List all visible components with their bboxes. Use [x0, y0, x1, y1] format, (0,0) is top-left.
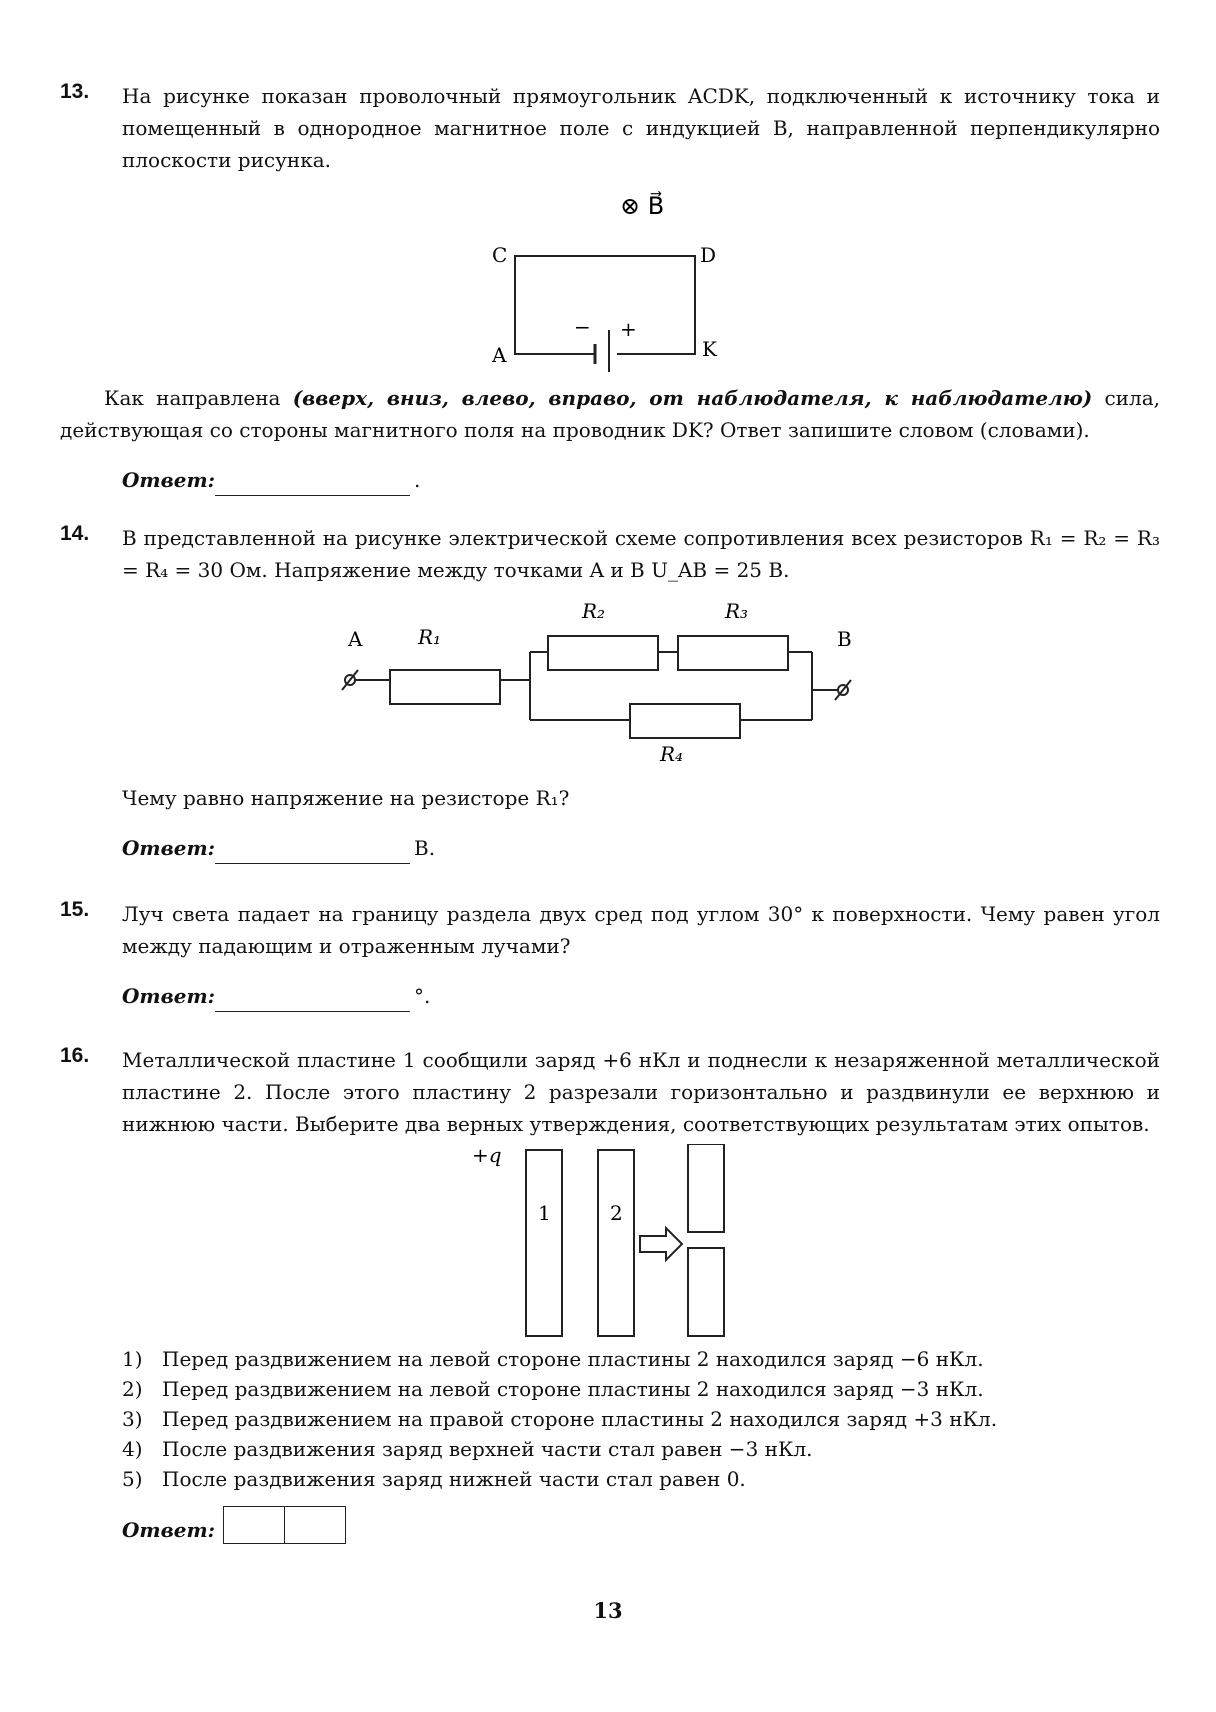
- resistor-r2: [548, 636, 658, 670]
- plate-1-label: 1: [538, 1201, 551, 1225]
- plate-2-label: 2: [610, 1201, 623, 1225]
- corner-k-label: K: [702, 337, 717, 361]
- r4-label: R₄: [660, 742, 684, 766]
- answer-row: [122, 832, 1160, 864]
- plate-1: [526, 1150, 562, 1336]
- option-text: Перед раздвижением на левой стороне пластины 2 находился заряд −6 нКл.: [162, 1347, 984, 1371]
- plate-2: [598, 1150, 634, 1336]
- arrow-right-icon: [640, 1228, 682, 1260]
- corner-a-label: A: [492, 343, 507, 367]
- question-text: Луч света падает на границу раздела двух сред под углом 30° к поверхности. Чему равен угол между падающим и отраженным лучами?: [122, 902, 1160, 958]
- question-text: На рисунке показан проволочный прямоугольник ACDK, подключенный к источнику тока и помещенный в однородное магнитное поле с индукцией B, направленной перпендикулярно плоскости рисунка.: [122, 84, 1160, 172]
- answer-row: [122, 464, 1160, 496]
- corner-c-label: C: [492, 243, 508, 267]
- answer-field[interactable]: [215, 839, 410, 864]
- prompt-start: Как направлена: [104, 386, 293, 410]
- answer-label: Ответ:: [122, 984, 215, 1008]
- battery-plus-label: +: [620, 317, 637, 341]
- question-13-prompt: [60, 382, 1160, 446]
- option-text: Перед раздвижением на левой стороне пластины 2 находился заряд −3 нКл.: [162, 1377, 984, 1401]
- answer-unit: В.: [414, 836, 436, 860]
- point-b-label: B: [837, 627, 852, 651]
- question-13: [60, 80, 1160, 496]
- option-5: [122, 1464, 1160, 1494]
- option-number: 4): [122, 1437, 143, 1461]
- magnetic-field-label: ⊗ B⃗: [620, 192, 665, 220]
- answer-unit: .: [414, 468, 421, 492]
- prompt-options: (вверх, вниз, влево, вправо, от наблюдателя, к наблюдателю): [292, 386, 1093, 410]
- point-a-label: A: [348, 627, 363, 651]
- answer-label: Ответ:: [122, 836, 215, 860]
- rectangle-circuit-figure: [60, 184, 1160, 374]
- option-text: После раздвижения заряд верхней части стал равен −3 нКл.: [162, 1437, 813, 1461]
- option-4: [122, 1434, 1160, 1464]
- option-number: 5): [122, 1467, 143, 1491]
- option-2: [122, 1374, 1160, 1404]
- prompt-end: сила, действующая со стороны магнитного поля на проводник DK? Ответ запишите словом (словами).: [60, 386, 1160, 442]
- question-16: [60, 1044, 1160, 1546]
- wire-frame: [515, 256, 695, 354]
- answer-label: Ответ:: [122, 468, 215, 492]
- charge-label: +q: [472, 1144, 502, 1167]
- resistor-circuit-figure: [60, 596, 1160, 776]
- answer-boxes: [223, 1506, 346, 1557]
- answer-row: [122, 1506, 1160, 1546]
- resistor-r4: [630, 704, 740, 738]
- question-14: [60, 522, 1160, 864]
- question-number: 15.: [60, 898, 90, 921]
- plates-figure: [60, 1144, 1160, 1340]
- option-number: 3): [122, 1407, 143, 1431]
- r1-label: R₁: [418, 625, 442, 649]
- answer-unit: °.: [414, 984, 431, 1008]
- question-text: Металлической пластине 1 сообщили заряд +6 нКл и поднесли к незаряженной металлической пластине 2. После этого пластину 2 разрезали горизонтально и раздвинули ее верхнюю и нижнюю части. Выберите два верных утверждения, соответствующих результатам этих опытов.: [122, 1048, 1160, 1136]
- answer-field[interactable]: [215, 987, 410, 1012]
- resistor-r3: [678, 636, 788, 670]
- corner-d-label: D: [700, 243, 717, 267]
- option-3: [122, 1404, 1160, 1434]
- option-number: 2): [122, 1377, 143, 1401]
- resistor-r1: [390, 670, 500, 704]
- r2-label: R₂: [582, 599, 606, 623]
- question-text: В представленной на рисунке электрической схеме сопротивления всех резисторов R₁ = R₂ = R₃ = R₄ = 30 Ом. Напряжение между точками A и B U_AB = 25 В.: [122, 526, 1160, 582]
- answer-row: [122, 980, 1160, 1012]
- question-14-prompt: Чему равно напряжение на резисторе R₁?: [122, 786, 570, 810]
- option-1: [122, 1344, 1160, 1374]
- r3-label: R₃: [725, 599, 749, 623]
- answer-box-2[interactable]: [285, 1506, 346, 1544]
- answer-box-1[interactable]: [223, 1506, 285, 1544]
- option-text: Перед раздвижением на правой стороне пластины 2 находился заряд +3 нКл.: [162, 1407, 998, 1431]
- plate-2-lower-part: [688, 1248, 724, 1336]
- answer-options: [122, 1344, 1160, 1494]
- question-15: [60, 898, 1160, 1012]
- answer-label: Ответ:: [122, 1518, 215, 1542]
- question-number: 13.: [60, 80, 90, 103]
- page-number: 13: [593, 1598, 623, 1623]
- question-number: 16.: [60, 1044, 90, 1067]
- option-text: После раздвижения заряд нижней части стал равен 0.: [162, 1467, 746, 1491]
- plate-2-upper-part: [688, 1144, 724, 1232]
- question-number: 14.: [60, 522, 90, 545]
- answer-field[interactable]: [215, 471, 410, 496]
- battery-minus-label: −: [574, 315, 591, 339]
- option-number: 1): [122, 1347, 143, 1371]
